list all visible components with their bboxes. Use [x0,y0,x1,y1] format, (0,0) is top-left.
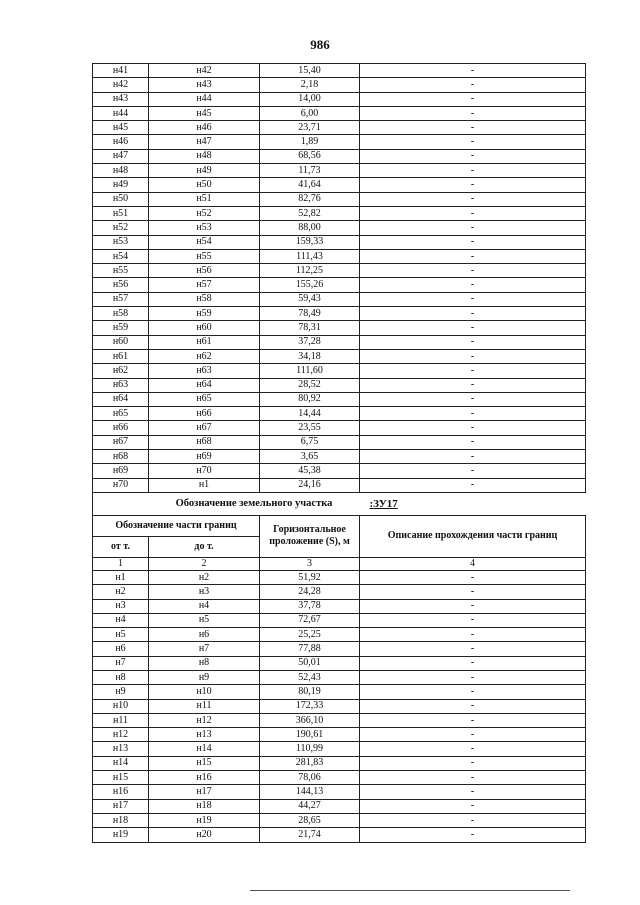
horizontal-distance-cell: 1,89 [260,135,360,149]
table-row [93,249,586,263]
description-cell: - [360,121,586,135]
table-row [93,464,586,478]
from-point-cell: н47 [93,149,149,163]
to-point-cell: н6 [149,628,260,642]
table-row [93,64,586,78]
table-row [93,685,586,699]
horizontal-distance-cell: 155,26 [260,278,360,292]
table-row [93,642,586,656]
horizontal-distance-cell: 15,40 [260,64,360,78]
parcel-code-cell [360,492,586,515]
from-point-cell: н14 [93,756,149,770]
from-point-cell: н53 [93,235,149,249]
table-row [93,613,586,627]
to-point-cell: н3 [149,585,260,599]
horizontal-distance-cell: 2,18 [260,78,360,92]
to-point-cell: н20 [149,828,260,842]
from-point-cell: н8 [93,670,149,684]
from-point-cell: н52 [93,221,149,235]
description-cell: - [360,656,586,670]
horizontal-distance-cell: 59,43 [260,292,360,306]
to-point-cell: н1 [149,478,260,492]
description-cell: - [360,628,586,642]
horizontal-distance-cell: 80,92 [260,392,360,406]
horizontal-distance-cell: 112,25 [260,264,360,278]
to-point-cell: н13 [149,728,260,742]
to-point-cell: н62 [149,349,260,363]
horizontal-distance-cell: 77,88 [260,642,360,656]
to-point-cell: н68 [149,435,260,449]
horizontal-distance-cell: 37,78 [260,599,360,613]
horizontal-distance-cell: 190,61 [260,728,360,742]
to-point-cell: н11 [149,699,260,713]
horizontal-distance-cell: 3,65 [260,450,360,464]
description-cell: - [360,699,586,713]
from-point-cell: н17 [93,799,149,813]
table-row [93,756,586,770]
description-cell: - [360,149,586,163]
parcel-row [93,492,586,515]
to-point-cell: н61 [149,335,260,349]
from-point-cell: н50 [93,192,149,206]
table-row [93,421,586,435]
description-cell: - [360,235,586,249]
to-point-cell: н9 [149,670,260,684]
table-row [93,292,586,306]
from-point-cell: н61 [93,349,149,363]
parcel-label: Обозначение земельного участка [149,492,360,515]
description-cell: - [360,435,586,449]
to-point-cell: н55 [149,249,260,263]
column-number-3: 3 [260,557,360,570]
description-cell: - [360,828,586,842]
description-cell: - [360,64,586,78]
to-point-cell: н45 [149,106,260,120]
horizontal-distance-cell: 51,92 [260,570,360,584]
to-point-cell: н7 [149,642,260,656]
description-cell: - [360,799,586,813]
to-point-cell: н48 [149,149,260,163]
from-point-cell: н60 [93,335,149,349]
description-cell: - [360,278,586,292]
from-point-cell: н41 [93,64,149,78]
description-cell: - [360,206,586,220]
table-row [93,121,586,135]
to-point-cell: н19 [149,813,260,827]
table-row [93,264,586,278]
from-point-cell: н13 [93,742,149,756]
to-point-cell: н8 [149,656,260,670]
horizontal-distance-cell: 82,76 [260,192,360,206]
header-row-main [93,515,586,536]
description-cell: - [360,642,586,656]
horizontal-distance-cell: 52,82 [260,206,360,220]
horizontal-distance-cell: 88,00 [260,221,360,235]
description-cell: - [360,192,586,206]
from-point-cell: н46 [93,135,149,149]
to-point-cell: н63 [149,364,260,378]
table-row [93,392,586,406]
table-row [93,813,586,827]
table-row [93,628,586,642]
description-cell: - [360,349,586,363]
header-description: Описание прохождения части границ [360,515,586,557]
table-row [93,206,586,220]
from-point-cell: н18 [93,813,149,827]
horizontal-distance-cell: 78,31 [260,321,360,335]
from-point-cell: н63 [93,378,149,392]
description-cell: - [360,421,586,435]
horizontal-distance-cell: 37,28 [260,335,360,349]
from-point-cell: н67 [93,435,149,449]
from-point-cell: н51 [93,206,149,220]
to-point-cell: н4 [149,599,260,613]
from-point-cell: н69 [93,464,149,478]
horizontal-distance-cell: 68,56 [260,149,360,163]
parcel-code: :ЗУ17 [369,497,398,510]
description-cell: - [360,264,586,278]
from-point-cell: н68 [93,450,149,464]
to-point-cell: н53 [149,221,260,235]
to-point-cell: н10 [149,685,260,699]
description-cell: - [360,178,586,192]
column-number-1: 1 [93,557,149,570]
from-point-cell: н11 [93,713,149,727]
description-cell: - [360,335,586,349]
table-row [93,178,586,192]
description-cell: - [360,450,586,464]
description-cell: - [360,364,586,378]
table-row [93,450,586,464]
to-point-cell: н12 [149,713,260,727]
horizontal-distance-cell: 28,52 [260,378,360,392]
to-point-cell: н51 [149,192,260,206]
description-cell: - [360,613,586,627]
table-row [93,235,586,249]
from-point-cell: н5 [93,628,149,642]
footer-rule [250,890,570,891]
header-horizontal: Горизонтальное проложение (S), м [260,515,360,557]
description-cell: - [360,728,586,742]
horizontal-distance-cell: 24,16 [260,478,360,492]
table-row [93,164,586,178]
to-point-cell: н44 [149,92,260,106]
from-point-cell: н59 [93,321,149,335]
horizontal-distance-cell: 28,65 [260,813,360,827]
horizontal-distance-cell: 41,64 [260,178,360,192]
from-point-cell: н48 [93,164,149,178]
from-point-cell: н43 [93,92,149,106]
to-point-cell: н59 [149,307,260,321]
column-number-2: 2 [149,557,260,570]
description-cell: - [360,392,586,406]
table-row [93,192,586,206]
from-point-cell: н7 [93,656,149,670]
from-point-cell: н55 [93,264,149,278]
table-row [93,349,586,363]
table-row [93,478,586,492]
description-cell: - [360,785,586,799]
table-row [93,92,586,106]
to-point-cell: н47 [149,135,260,149]
table-row [93,106,586,120]
table-row [93,656,586,670]
description-cell: - [360,135,586,149]
table-row [93,335,586,349]
table-row [93,785,586,799]
to-point-cell: н16 [149,771,260,785]
table-row [93,599,586,613]
description-cell: - [360,713,586,727]
parcel-label-cell-left [93,492,149,515]
table-row [93,221,586,235]
from-point-cell: н54 [93,249,149,263]
horizontal-distance-cell: 23,71 [260,121,360,135]
to-point-cell: н65 [149,392,260,406]
to-point-cell: н60 [149,321,260,335]
description-cell: - [360,464,586,478]
to-point-cell: н57 [149,278,260,292]
to-point-cell: н5 [149,613,260,627]
description-cell: - [360,378,586,392]
page-number: 986 [310,37,330,52]
description-cell: - [360,92,586,106]
horizontal-distance-cell: 78,49 [260,307,360,321]
from-point-cell: н4 [93,613,149,627]
table-row [93,78,586,92]
table-row [93,799,586,813]
to-point-cell: н49 [149,164,260,178]
horizontal-distance-cell: 34,18 [260,349,360,363]
from-point-cell: н57 [93,292,149,306]
horizontal-distance-cell: 6,00 [260,106,360,120]
from-point-cell: н19 [93,828,149,842]
description-cell: - [360,307,586,321]
column-number-row [93,557,586,570]
to-point-cell: н69 [149,450,260,464]
table-row [93,713,586,727]
table-header-section [93,492,586,570]
horizontal-distance-cell: 111,60 [260,364,360,378]
to-point-cell: н2 [149,570,260,584]
table-body-bottom [93,570,586,842]
to-point-cell: н46 [149,121,260,135]
from-point-cell: н9 [93,685,149,699]
horizontal-distance-cell: 44,27 [260,799,360,813]
table-row [93,307,586,321]
description-cell: - [360,292,586,306]
description-cell: - [360,771,586,785]
description-cell: - [360,813,586,827]
to-point-cell: н50 [149,178,260,192]
description-cell: - [360,106,586,120]
to-point-cell: н67 [149,421,260,435]
horizontal-distance-cell: 144,13 [260,785,360,799]
header-from: от т. [93,536,149,557]
horizontal-distance-cell: 14,44 [260,407,360,421]
from-point-cell: н16 [93,785,149,799]
header-part-designation: Обозначение части границ [93,515,260,536]
from-point-cell: н15 [93,771,149,785]
description-cell: - [360,585,586,599]
description-cell: - [360,478,586,492]
header-to: до т. [149,536,260,557]
from-point-cell: н45 [93,121,149,135]
table-row [93,364,586,378]
from-point-cell: н58 [93,307,149,321]
to-point-cell: н52 [149,206,260,220]
description-cell: - [360,78,586,92]
from-point-cell: н42 [93,78,149,92]
to-point-cell: н58 [149,292,260,306]
to-point-cell: н18 [149,799,260,813]
to-point-cell: н42 [149,64,260,78]
horizontal-distance-cell: 159,33 [260,235,360,249]
description-cell: - [360,221,586,235]
from-point-cell: н64 [93,392,149,406]
horizontal-distance-cell: 23,55 [260,421,360,435]
horizontal-distance-cell: 172,33 [260,699,360,713]
description-cell: - [360,742,586,756]
column-number-4: 4 [360,557,586,570]
horizontal-distance-cell: 281,83 [260,756,360,770]
table-row [93,135,586,149]
table-row [93,742,586,756]
table-row [93,699,586,713]
table-row [93,828,586,842]
description-cell: - [360,570,586,584]
horizontal-distance-cell: 80,19 [260,685,360,699]
from-point-cell: н65 [93,407,149,421]
horizontal-distance-cell: 21,74 [260,828,360,842]
table-row [93,435,586,449]
to-point-cell: н14 [149,742,260,756]
horizontal-distance-cell: 14,00 [260,92,360,106]
to-point-cell: н56 [149,264,260,278]
table-row [93,278,586,292]
description-cell: - [360,670,586,684]
horizontal-distance-cell: 366,10 [260,713,360,727]
from-point-cell: н62 [93,364,149,378]
horizontal-distance-cell: 110,99 [260,742,360,756]
description-cell: - [360,599,586,613]
to-point-cell: н64 [149,378,260,392]
table-row [93,149,586,163]
from-point-cell: н10 [93,699,149,713]
from-point-cell: н1 [93,570,149,584]
description-cell: - [360,407,586,421]
table-row [93,407,586,421]
from-point-cell: н6 [93,642,149,656]
table-row [93,378,586,392]
description-cell: - [360,249,586,263]
to-point-cell: н17 [149,785,260,799]
horizontal-distance-cell: 25,25 [260,628,360,642]
from-point-cell: н3 [93,599,149,613]
description-cell: - [360,164,586,178]
from-point-cell: н66 [93,421,149,435]
from-point-cell: н70 [93,478,149,492]
horizontal-distance-cell: 11,73 [260,164,360,178]
horizontal-distance-cell: 111,43 [260,249,360,263]
table-row [93,585,586,599]
to-point-cell: н43 [149,78,260,92]
description-cell: - [360,321,586,335]
horizontal-distance-cell: 24,28 [260,585,360,599]
horizontal-distance-cell: 52,43 [260,670,360,684]
table-row [93,321,586,335]
to-point-cell: н54 [149,235,260,249]
horizontal-distance-cell: 72,67 [260,613,360,627]
to-point-cell: н66 [149,407,260,421]
horizontal-distance-cell: 45,38 [260,464,360,478]
table-row [93,570,586,584]
table-row [93,728,586,742]
from-point-cell: н44 [93,106,149,120]
from-point-cell: н49 [93,178,149,192]
description-cell: - [360,756,586,770]
description-cell: - [360,685,586,699]
horizontal-distance-cell: 78,06 [260,771,360,785]
to-point-cell: н15 [149,756,260,770]
from-point-cell: н56 [93,278,149,292]
table-row [93,670,586,684]
to-point-cell: н70 [149,464,260,478]
table-body-top [93,64,586,493]
boundary-table [92,63,586,843]
from-point-cell: н2 [93,585,149,599]
from-point-cell: н12 [93,728,149,742]
table-row [93,771,586,785]
horizontal-distance-cell: 50,01 [260,656,360,670]
horizontal-distance-cell: 6,75 [260,435,360,449]
